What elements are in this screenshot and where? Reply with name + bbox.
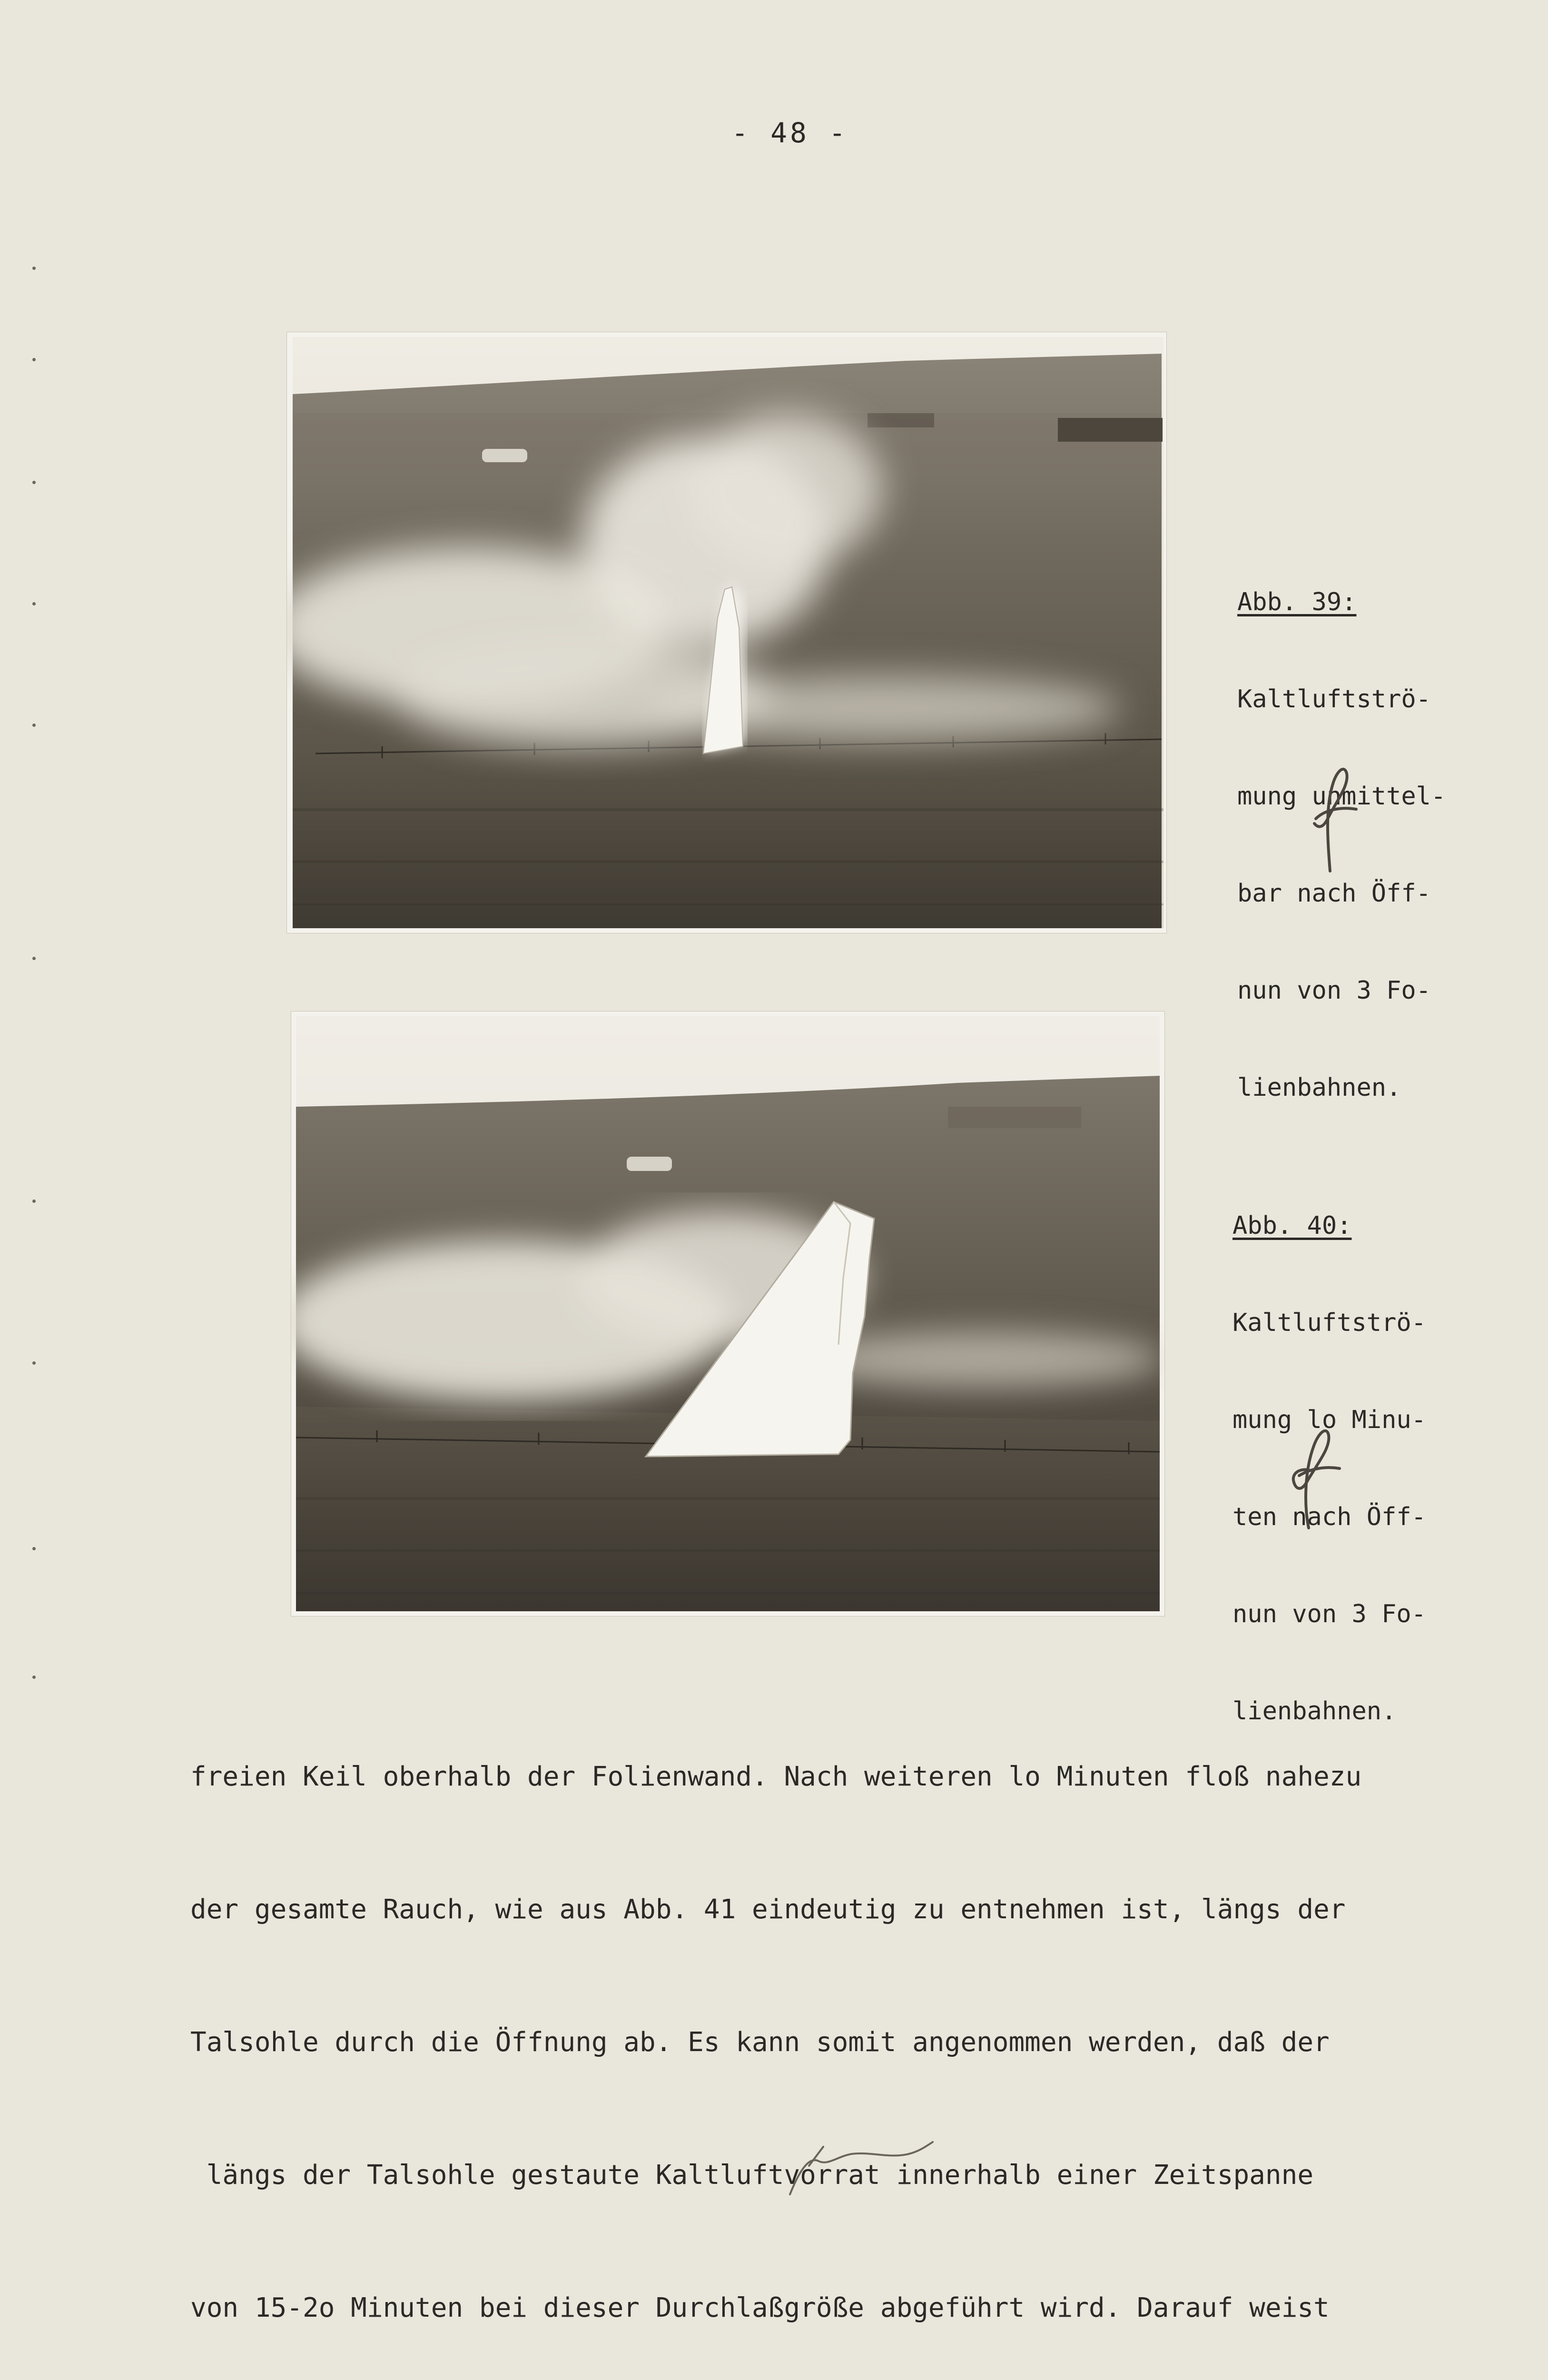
caption-line: nun von 3 Fo- (1237, 976, 1431, 1005)
margin-mark (32, 1676, 36, 1679)
figure-title: Abb. 40: (1232, 1211, 1352, 1240)
caption-line: nun von 3 Fo- (1232, 1600, 1426, 1628)
caption-line: bar nach Öff- (1237, 879, 1431, 908)
caption-line: lienbahnen. (1232, 1697, 1397, 1726)
margin-mark (32, 481, 36, 484)
page-number: - 48 - (731, 117, 848, 149)
body-paragraph (190, 1666, 1466, 2380)
margin-mark (32, 724, 36, 727)
smoke-field-photo (291, 1012, 1164, 1616)
initial-signature (1285, 752, 1371, 885)
margin-mark (32, 957, 36, 960)
pencil-scribble (780, 2128, 942, 2199)
caption-line: mung unmittel- (1237, 782, 1446, 811)
body-line: längs der Talsohle gestaute Kaltluftvorrat innerhalb einer Zeitspanne (190, 2160, 1314, 2191)
caption-line: Kaltluftströ- (1232, 1309, 1426, 1337)
margin-mark (32, 358, 36, 361)
margin-mark (32, 1361, 36, 1365)
margin-mark (32, 1200, 36, 1203)
caption-line: Kaltluftströ- (1237, 685, 1431, 714)
body-line: von 15-2o Minuten bei dieser Durchlaßgröße abgeführt wird. Darauf weist (190, 2292, 1330, 2323)
body-line: der gesamte Rauch, wie aus Abb. 41 eindeutig zu entnehmen ist, längs der (190, 1894, 1346, 1925)
body-line: Talsohle durch die Öffnung ab. Es kann somit angenommen werden, daß der (190, 2027, 1330, 2058)
margin-mark (32, 602, 36, 605)
caption-line: ten nach Öff- (1232, 1503, 1426, 1531)
caption-line: mung lo Minu- (1232, 1406, 1426, 1434)
initial-signature (1266, 1409, 1351, 1537)
margin-mark (32, 1547, 36, 1550)
caption-line: lienbahnen. (1237, 1073, 1401, 1102)
margin-mark (32, 267, 36, 270)
figure-40-photo (291, 1012, 1164, 1616)
body-line: freien Keil oberhalb der Folienwand. Nach weiteren lo Minuten floß nahezu (190, 1761, 1362, 1792)
figure-39-photo (287, 332, 1166, 933)
figure-title: Abb. 39: (1237, 588, 1357, 616)
smoke-field-photo (287, 332, 1166, 933)
